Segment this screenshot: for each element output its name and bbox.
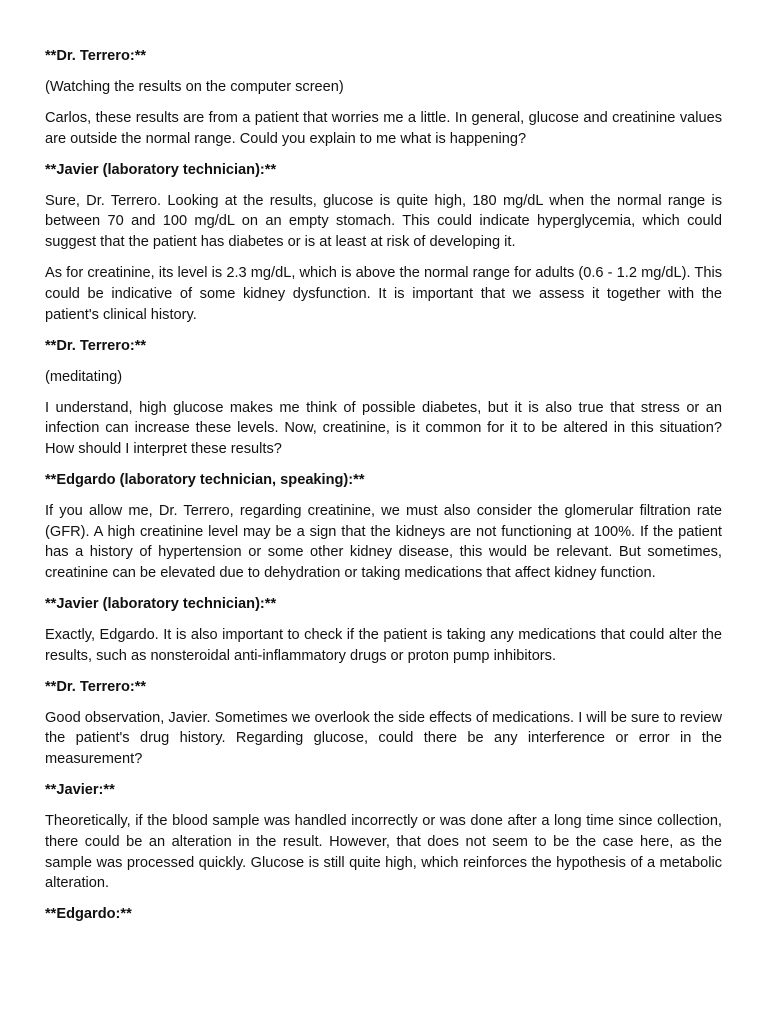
speaker-heading: **Javier (laboratory technician):**	[45, 596, 277, 613]
dialogue-paragraph: Carlos, these results are from a patient that worries me a little. In general, glucose and creatinine values are outside the normal range. Could you explain to me what is happening?	[45, 110, 722, 147]
dialogue-paragraph: Sure, Dr. Terrero. Looking at the results, glucose is quite high, 180 mg/dL when the normal range is between 70 and 100 mg/dL on an empty stomach. This could indicate hyperglycemia, which could suggest that the patient has diabetes or is at least at risk of developing it.	[45, 192, 722, 251]
dialogue-paragraph: As for creatinine, its level is 2.3 mg/dL, which is above the normal range for adults (0.6 - 1.2 mg/dL). This could be indicative of some kidney dysfunction. It is important that we assess it together with the patient's clinical history.	[45, 265, 722, 323]
speaker-heading: **Dr. Terrero:**	[45, 337, 147, 354]
speaker-heading: **Dr. Terrero:**	[45, 48, 147, 64]
speaker-heading: **Javier:**	[45, 782, 115, 799]
speaker-heading: **Edgardo:**	[45, 906, 132, 923]
stage-direction: (meditating)	[45, 368, 123, 385]
document-page	[45, 46, 722, 935]
dialogue-paragraph: Exactly, Edgardo. It is also important to check if the patient is taking any medications that could alter the results, such as nonsteroidal anti-inflammatory drugs or proton pump inhibitors.	[45, 627, 722, 664]
speaker-heading: **Dr. Terrero:**	[45, 678, 147, 695]
dialogue-paragraph: I understand, high glucose makes me think of possible diabetes, but it is also true that stress or an infection can increase these levels. Now, creatinine, is it common for it to be altered in this situation? How should I interpret these results?	[45, 399, 722, 457]
speaker-heading: **Edgardo (laboratory technician, speaking):**	[45, 471, 365, 488]
dialogue-paragraph: Theoretically, if the blood sample was handled incorrectly or was done after a long time since collection, there could be an alteration in the result. However, that does not seem to be the case here, as the sample was processed quickly. Glucose is still quite high, which reinforces the hypothesis of a metabolic alteration.	[45, 813, 722, 892]
dialogue-paragraph: If you allow me, Dr. Terrero, regarding creatinine, we must also consider the glomerular filtration rate (GFR). A high creatinine level may be a sign that the kidneys are not functioning at 100%. If the patient has a history of hypertension or some other kidney disease, this would be relevant. But sometimes, creatinine can be elevated due to dehydration or taking medications that affect kidney function.	[45, 502, 722, 582]
dialogue-paragraph: Good observation, Javier. Sometimes we overlook the side effects of medications. I will be sure to review the patient's drug history. Regarding glucose, could there be any interference or error in the measurement?	[45, 709, 722, 768]
speaker-heading: **Javier (laboratory technician):**	[45, 161, 277, 178]
stage-direction: (Watching the results on the computer screen)	[45, 79, 344, 95]
